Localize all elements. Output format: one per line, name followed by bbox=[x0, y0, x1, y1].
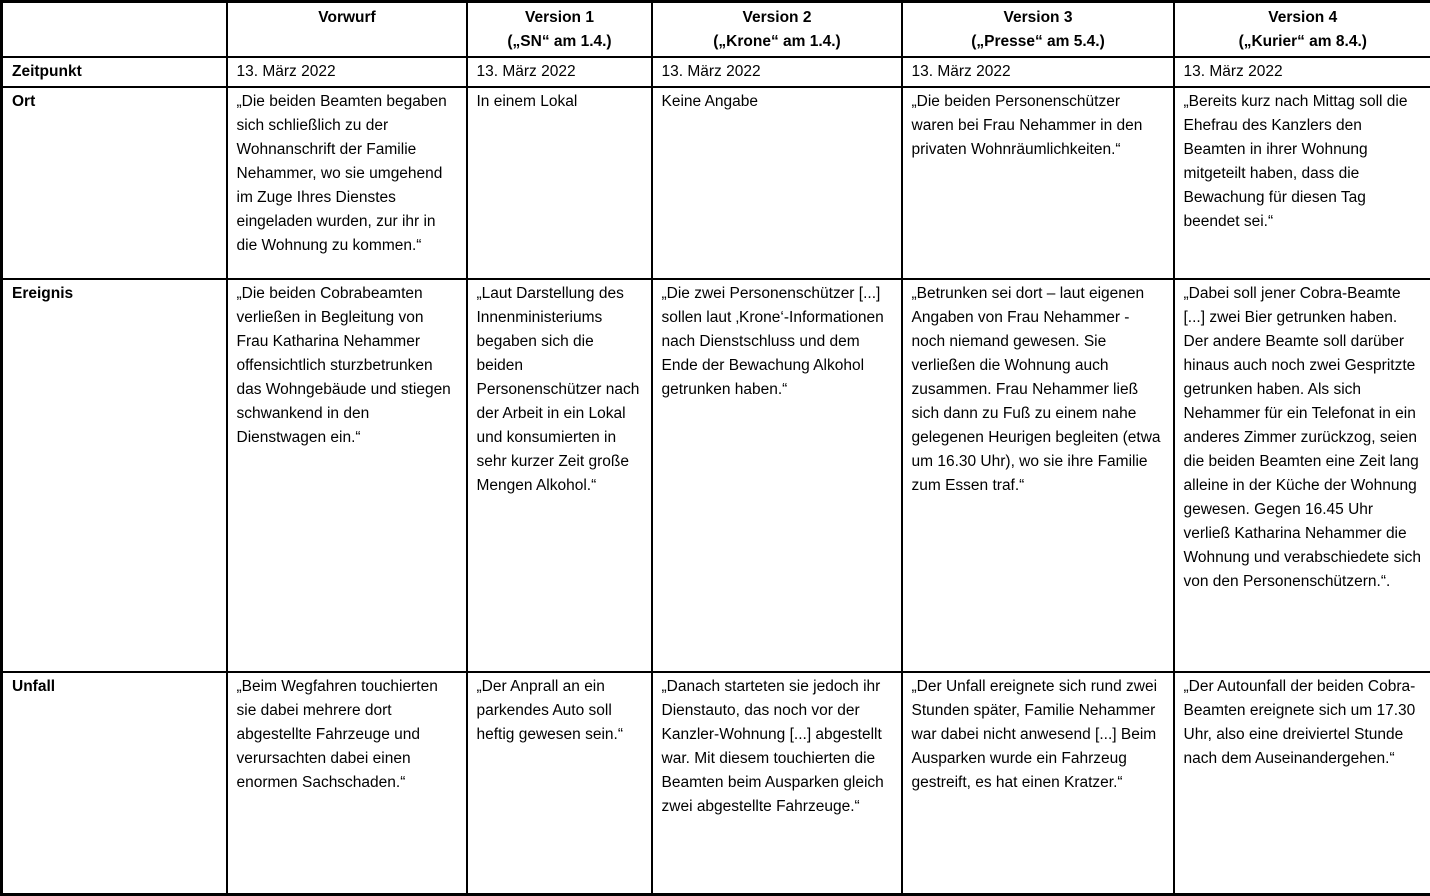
cell-unfall-version-4: „Der Autounfall der beiden Cobra-Beamten ereignete sich um 17.30 Uhr, also eine dreiviertel Stunde nach dem Auseinandergehen.“ bbox=[1174, 672, 1430, 894]
table-row-ereignis bbox=[2, 279, 1430, 672]
header-row bbox=[2, 2, 1430, 58]
table-row-unfall bbox=[2, 672, 1430, 894]
cell-unfall-version-3: „Der Unfall ereignete sich rund zwei Stunden später, Familie Nehammer war dabei nicht anwesend [...] Beim Ausparken wurde ein Fahrzeug gestreift, es hat einen Kratzer.“ bbox=[902, 672, 1174, 894]
cell-zeitpunkt-version-2: 13. März 2022 bbox=[652, 57, 902, 87]
row-label-unfall: Unfall bbox=[2, 672, 227, 894]
cell-zeitpunkt-vorwurf: 13. März 2022 bbox=[227, 57, 467, 87]
cell-zeitpunkt-version-1: 13. März 2022 bbox=[467, 57, 652, 87]
header-cell-vorwurf bbox=[227, 2, 467, 58]
header-cell-empty bbox=[2, 2, 227, 58]
header-title: Version 1 bbox=[477, 6, 643, 30]
cell-ort-version-3: „Die beiden Personenschützer waren bei Frau Nehammer in den privaten Wohnräumlichkeiten.“ bbox=[902, 87, 1174, 279]
cell-unfall-version-1: „Der Anprall an ein parkendes Auto soll heftig gewesen sein.“ bbox=[467, 672, 652, 894]
header-title: Vorwurf bbox=[237, 6, 458, 30]
header-subtitle: („Presse“ am 5.4.) bbox=[912, 30, 1165, 54]
cell-zeitpunkt-version-4: 13. März 2022 bbox=[1174, 57, 1430, 87]
header-subtitle: („Krone“ am 1.4.) bbox=[662, 30, 893, 54]
header-title: Version 3 bbox=[912, 6, 1165, 30]
cell-ereignis-version-2: „Die zwei Personenschützer [...] sollen laut ‚Krone‘-Informationen nach Dienstschluss und dem Ende der Bewachung Alkohol getrunken haben.“ bbox=[652, 279, 902, 672]
table-row-ort bbox=[2, 87, 1430, 279]
header-cell-version-3 bbox=[902, 2, 1174, 58]
cell-ort-version-1: In einem Lokal bbox=[467, 87, 652, 279]
header-subtitle: („Kurier“ am 8.4.) bbox=[1184, 30, 1423, 54]
header-subtitle: („SN“ am 1.4.) bbox=[477, 30, 643, 54]
cell-zeitpunkt-version-3: 13. März 2022 bbox=[902, 57, 1174, 87]
cell-unfall-vorwurf: „Beim Wegfahren touchierten sie dabei mehrere dort abgestellte Fahrzeuge und verursachten dabei einen enormen Sachschaden.“ bbox=[227, 672, 467, 894]
cell-ort-vorwurf: „Die beiden Beamten begaben sich schließlich zu der Wohnanschrift der Familie Nehammer, wo sie umgehend im Zuge Ihres Dienstes eingeladen wurden, zur ihr in die Wohnung zu kommen.“ bbox=[227, 87, 467, 279]
cell-unfall-version-2: „Danach starteten sie jedoch ihr Dienstauto, das noch vor der Kanzler-Wohnung [...] abgestellt war. Mit diesem touchierten die Beamten beim Ausparken gleich zwei abgestellte Fahrzeuge.“ bbox=[652, 672, 902, 894]
cell-ereignis-vorwurf: „Die beiden Cobrabeamten verließen in Begleitung von Frau Katharina Nehammer offensichtlich sturzbetrunken das Wohngebäude und stiegen schwankend in den Dienstwagen ein.“ bbox=[227, 279, 467, 672]
header-title: Version 2 bbox=[662, 6, 893, 30]
cell-ereignis-version-3: „Betrunken sei dort – laut eigenen Angaben von Frau Nehammer - noch niemand gewesen. Sie verließen die Wohnung auch zusammen. Frau Nehammer ließ sich dann zu Fuß zu einem nahe gelegenen Heurigen begleiten (etwa um 16.30 Uhr), wo sie ihre Familie zum Essen traf.“ bbox=[902, 279, 1174, 672]
header-cell-version-1 bbox=[467, 2, 652, 58]
cell-ereignis-version-1: „Laut Darstellung des Innenministeriums begaben sich die beiden Personenschützer nach der Arbeit in ein Lokal und konsumierten in sehr kurzer Zeit große Mengen Alkohol.“ bbox=[467, 279, 652, 672]
row-label-ereignis: Ereignis bbox=[2, 279, 227, 672]
cell-ereignis-version-4: „Dabei soll jener Cobra-Beamte [...] zwei Bier getrunken haben. Der andere Beamte soll darüber hinaus auch noch zwei Gespritzte getrunken haben. Als sich Nehammer für ein Telefonat in ein anderes Zimmer zurückzog, seien die beiden Beamten eine Zeit lang alleine in der Küche der Wohnung gewesen. Gegen 16.45 Uhr verließ Katharina Nehammer die Wohnung und verabschiedete sich von den Personenschützern.“. bbox=[1174, 279, 1430, 672]
row-label-ort: Ort bbox=[2, 87, 227, 279]
row-label-zeitpunkt: Zeitpunkt bbox=[2, 57, 227, 87]
table-row-zeitpunkt bbox=[2, 57, 1430, 87]
cell-ort-version-2: Keine Angabe bbox=[652, 87, 902, 279]
header-title: Version 4 bbox=[1184, 6, 1423, 30]
header-cell-version-2 bbox=[652, 2, 902, 58]
cell-ort-version-4: „Bereits kurz nach Mittag soll die Ehefrau des Kanzlers den Beamten in ihrer Wohnung mitgeteilt haben, dass die Bewachung für diesen Tag beendet sei.“ bbox=[1174, 87, 1430, 279]
header-cell-version-4 bbox=[1174, 2, 1430, 58]
